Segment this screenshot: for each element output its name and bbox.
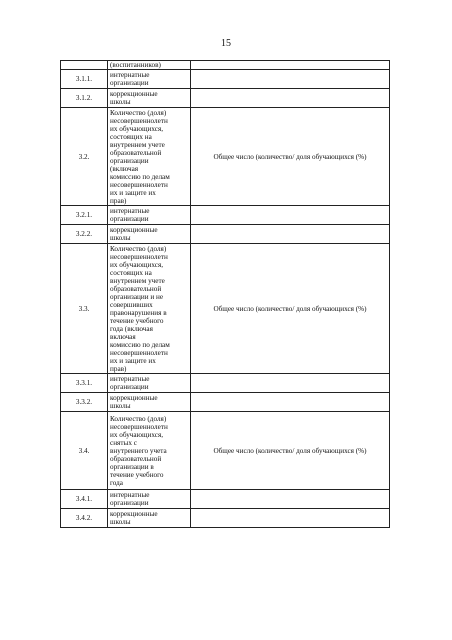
row-number: 3.3.1. [61, 374, 108, 393]
table-row [61, 374, 390, 393]
row-measure [191, 206, 390, 225]
row-measure: Общее число (количество/ доля обучающихся (%) [191, 108, 390, 206]
row-number: 3.2.2. [61, 225, 108, 244]
row-measure: Общее число (количество/ доля обучающихся (%) [191, 412, 390, 490]
row-number: 3.4.1. [61, 490, 108, 509]
row-number: 3.1.2. [61, 89, 108, 108]
row-description: коррекционные школы [108, 509, 191, 528]
row-description: (воспитанников) [108, 61, 191, 70]
table-row [61, 509, 390, 528]
row-measure [191, 490, 390, 509]
row-measure [191, 374, 390, 393]
row-number: 3.2.1. [61, 206, 108, 225]
row-description: Количество (доля) несовершеннолетн их обучающихся, снятых с внутреннего учета образовательной организации в течение учебного года [108, 412, 191, 490]
row-description: коррекционные школы [108, 225, 191, 244]
row-description: интернатные организации [108, 206, 191, 225]
row-number: 3.4. [61, 412, 108, 490]
indicators-table [60, 60, 390, 528]
table-row [61, 225, 390, 244]
row-number: 3.3. [61, 244, 108, 374]
row-number: 3.3.2. [61, 393, 108, 412]
row-description: интернатные организации [108, 70, 191, 89]
table-row [61, 412, 390, 490]
row-description: коррекционные школы [108, 89, 191, 108]
table-row [61, 108, 390, 206]
row-measure [191, 89, 390, 108]
table-row [61, 206, 390, 225]
row-description: Количество (доля) несовершеннолетн их обучающихся, состоящих на внутреннем учете образовательной организации и не совершивших правонарушения в течение учебного года (включая включая комиссию по делам несовершеннолетн их и защите их прав) [108, 244, 191, 374]
row-description: интернатные организации [108, 490, 191, 509]
table-row [61, 70, 390, 89]
row-number: 3.2. [61, 108, 108, 206]
row-measure [191, 61, 390, 70]
row-measure [191, 393, 390, 412]
row-description: интернатные организации [108, 374, 191, 393]
row-number: 3.4.2. [61, 509, 108, 528]
row-description: Количество (доля) несовершеннолетн их обучающихся, состоящих на внутреннем учете образовательной организации (включая комиссию по делам несовершеннолетн их и защите их прав) [108, 108, 191, 206]
table-row [61, 393, 390, 412]
page-number: 15 [221, 38, 231, 49]
table-row [61, 89, 390, 108]
row-measure [191, 70, 390, 89]
row-measure [191, 509, 390, 528]
table-row [61, 490, 390, 509]
row-description: коррекционные школы [108, 393, 191, 412]
row-measure [191, 225, 390, 244]
table-row [61, 244, 390, 374]
row-number: 3.1.1. [61, 70, 108, 89]
row-measure: Общее число (количество/ доля обучающихся (%) [191, 244, 390, 374]
row-number [61, 61, 108, 70]
table-row [61, 61, 390, 70]
